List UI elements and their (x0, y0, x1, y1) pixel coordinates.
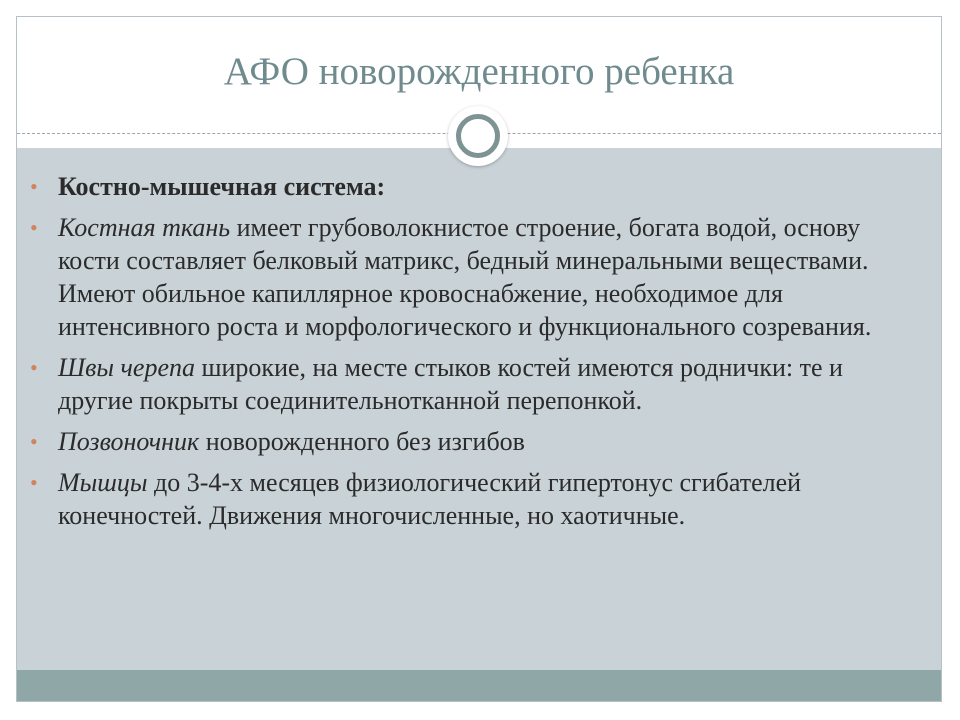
circle-ornament-inner (456, 114, 500, 158)
bullet-item-bone-tissue (30, 211, 920, 343)
bullet-marker: • (30, 470, 38, 495)
bullet-marker: • (30, 429, 38, 454)
bullet-marker: • (30, 174, 38, 199)
bullet-lead: Мышцы (58, 468, 148, 497)
footer-bar (17, 670, 941, 701)
slide-title: АФО новорожденного ребенка (223, 50, 735, 93)
bullet-text: имеет грубоволокнистое строение, богата водой, основу кости составляет белковый матрикс, бедный минеральными веществами. Имеют обильное капиллярное кровоснабжение, необходимое для интенсивного роста и морфологического и функционального созревания. (58, 213, 872, 341)
bullet-lead: Позвоночник (58, 427, 200, 456)
bullet-item-spine (30, 425, 920, 458)
bullet-lead: Костная ткань (58, 213, 231, 242)
bullet-item-skull-sutures (30, 351, 920, 417)
bullet-list (30, 170, 920, 540)
bullet-lead: Швы черепа (58, 353, 195, 382)
bullet-marker: • (30, 215, 38, 240)
circle-ornament-icon (448, 106, 508, 166)
bullet-marker: • (30, 355, 38, 380)
bullet-text: новорожденного без изгибов (199, 427, 525, 456)
bullet-heading: Костно-мышечная система: (58, 172, 386, 201)
bullet-text: до 3-4-х месяцев физиологический гипертонус сгибателей конечностей. Движения многочисленные, но хаотичные. (58, 468, 802, 530)
bullet-text: широкие, на месте стыков костей имеются роднички: те и другие покрыты соединительнотканной перепонкой. (58, 353, 843, 415)
bullet-item-heading (30, 170, 920, 203)
bullet-item-muscles (30, 466, 920, 532)
